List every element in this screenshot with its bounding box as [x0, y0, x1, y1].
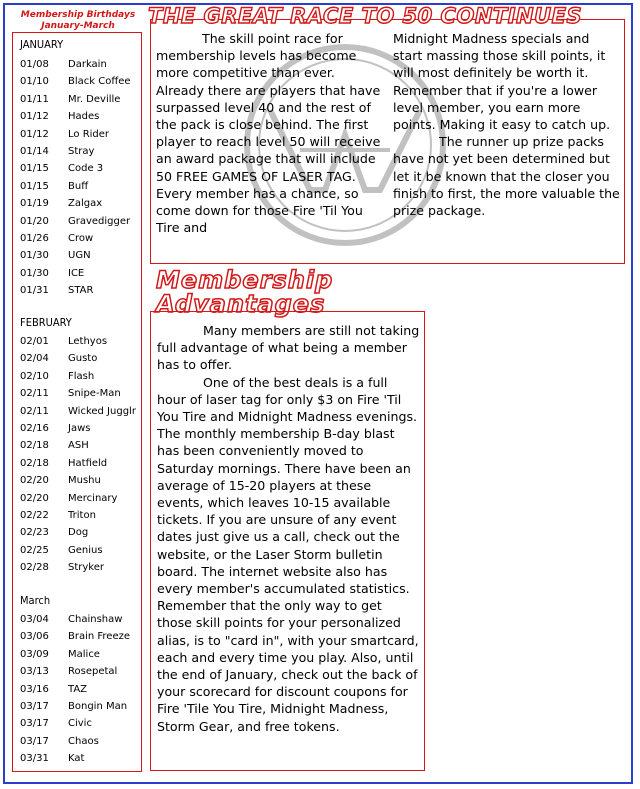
birthday-member-name: ICE [68, 267, 85, 279]
birthday-member-name: Dog [68, 527, 89, 539]
birthday-date: 02/11 [20, 388, 49, 400]
birthday-date: 01/08 [20, 59, 49, 70]
birthdays-header-line2: January-March [41, 21, 115, 31]
birthday-date: 01/14 [20, 146, 49, 157]
birthday-row [20, 611, 122, 628]
birthday-row [20, 56, 107, 73]
birthday-date: 02/16 [20, 423, 49, 434]
birthday-date: 03/31 [20, 753, 49, 765]
birthday-row [20, 213, 130, 230]
article-membership-body [157, 322, 420, 735]
birthday-row [20, 698, 127, 715]
birthday-row [20, 524, 88, 541]
birthday-row [20, 368, 94, 385]
birthday-member-name: Brain Freeze [68, 631, 131, 643]
birthday-date: 01/19 [20, 198, 49, 210]
birthday-date: 03/06 [20, 631, 49, 643]
birthday-member-name: Black Coffee [68, 76, 131, 88]
birthday-member-name: Wicked Jugglr [68, 405, 136, 417]
birthday-row [20, 195, 102, 212]
birthday-member-name: Triton [68, 510, 96, 521]
birthday-member-name: Stryker [68, 562, 104, 574]
birthday-member-name: Mushu [68, 475, 101, 487]
birthday-member-name: Bongin Man [68, 701, 128, 712]
birthday-member-name: TAZ [68, 683, 88, 695]
birthday-date: 01/15 [20, 180, 49, 192]
birthday-date: 02/04 [20, 353, 49, 365]
birthday-member-name: STAR [68, 285, 94, 297]
birthday-row [20, 247, 91, 264]
birthday-date: 03/16 [20, 683, 49, 695]
birthday-row [20, 646, 100, 663]
birthday-date: 01/15 [20, 163, 49, 175]
birthday-row [20, 108, 99, 125]
birthday-row [20, 73, 131, 90]
birthday-date: 01/26 [20, 233, 49, 244]
birthday-date: 03/17 [20, 701, 49, 712]
birthday-row [20, 663, 117, 680]
month-heading: FEBRUARY [20, 316, 72, 329]
birthday-member-name: Crow [68, 233, 94, 244]
birthdays-header [12, 10, 144, 32]
birthday-date: 03/04 [20, 614, 49, 625]
birthday-date: 01/30 [20, 267, 49, 279]
birthday-member-name: UGN [68, 250, 91, 262]
birthday-date: 01/30 [20, 250, 49, 262]
birthday-row [20, 628, 130, 645]
birthday-member-name: Snipe-Man [68, 388, 121, 400]
birthday-member-name: Malice [68, 648, 100, 660]
birthday-row [20, 455, 107, 472]
birthday-member-name: Zalgax [68, 198, 103, 210]
article-great-race-paragraph: Midnight Madness specials and start massing those skill points, it will most definitely be worth it. Remember that if you're a lower level member, you earn more points. Making it easy to catch up. [393, 31, 611, 133]
birthday-date: 01/12 [20, 111, 49, 123]
birthday-member-name: Mercinary [68, 492, 118, 504]
birthday-row [20, 126, 109, 143]
birthday-member-name: Gravedigger [68, 215, 131, 227]
birthday-row [20, 143, 94, 160]
birthday-member-name: Buff [68, 180, 89, 192]
birthday-date: 02/11 [20, 405, 49, 417]
birthday-row [20, 733, 99, 750]
birthday-member-name: Code 3 [68, 163, 104, 175]
birthday-date: 01/12 [20, 128, 49, 140]
birthday-row [20, 490, 117, 507]
birthday-date: 03/13 [20, 666, 49, 678]
birthday-member-name: Jaws [68, 423, 91, 434]
month-heading: JANUARY [20, 38, 64, 51]
birthday-date: 02/28 [20, 562, 49, 574]
birthday-date: 02/23 [20, 527, 49, 539]
birthday-date: 02/18 [20, 457, 49, 469]
birthday-member-name: Gusto [68, 353, 98, 365]
birthday-member-name: Chaos [68, 735, 99, 747]
month-heading: March [20, 594, 51, 607]
birthday-date: 02/25 [20, 544, 49, 556]
article-membership-paragraph: One of the best deals is a full hour of laser tag for only $3 on Fire 'Til You Tire and Midnight Madness evenings. The monthly membership B-day blast has been conveniently moved to Saturday mornings. There have been an average of 15-20 players at these events, which leaves 10-15 available tickets. If you are unsure of any event dates just give us a call, check out the website, or the Laser Storm bulletin board. The internet website also has every member's accumulated statistics. Remember that the only way to get those skill points for your personalized alias, is to "card in", with your smartcard, each and every time you play. Also, until the end of January, check out the back of your scorecard for discount coupons for Fire 'Tile You Tire, Midnight Madness, Storm Gear, and free tokens. [157, 374, 419, 734]
article-great-race-col2 [393, 30, 621, 219]
birthday-row [20, 715, 92, 732]
birthday-row [20, 91, 120, 108]
birthday-date: 02/18 [20, 440, 49, 452]
birthday-row [20, 333, 107, 350]
birthday-row [20, 681, 87, 698]
birthday-member-name: Hatfield [68, 457, 108, 469]
birthday-row [20, 472, 101, 489]
birthday-member-name: Hades [68, 111, 100, 123]
birthday-row [20, 230, 93, 247]
article-membership-title-line2: Advantages [156, 290, 326, 318]
birthday-member-name: Civic [68, 718, 92, 730]
birthday-row [20, 282, 93, 299]
birthday-member-name: Lo Rider [68, 128, 110, 140]
birthday-row [20, 750, 84, 767]
birthday-member-name: Flash [68, 370, 95, 382]
birthday-row [20, 385, 121, 402]
birthday-member-name: Kat [68, 753, 85, 765]
birthday-date: 02/10 [20, 370, 49, 382]
birthday-date: 03/17 [20, 718, 49, 730]
birthday-member-name: Lethyos [68, 336, 108, 347]
birthday-date: 02/20 [20, 475, 49, 487]
birthday-row [20, 559, 104, 576]
birthday-date: 01/20 [20, 215, 49, 227]
birthday-member-name: Mr. Deville [68, 93, 121, 105]
article-membership-title-line1: Membership [156, 266, 334, 294]
birthday-member-name: Stray [68, 146, 95, 157]
birthday-date: 01/10 [20, 76, 49, 88]
birthday-row [20, 403, 136, 420]
birthday-row [20, 507, 96, 524]
article-membership-paragraph: Many members are still not taking full advantage of what being a member has to offer. [157, 323, 420, 373]
birthday-date: 03/17 [20, 735, 49, 747]
birthday-row [20, 178, 88, 195]
birthday-member-name: Darkain [68, 59, 107, 70]
birthday-date: 02/01 [20, 336, 49, 347]
birthday-row [20, 420, 90, 437]
birthday-member-name: ASH [68, 440, 89, 452]
birthday-date: 01/31 [20, 285, 49, 297]
birthday-member-name: Rosepetal [68, 666, 118, 678]
birthday-member-name: Genius [68, 544, 103, 556]
birthday-date: 03/09 [20, 648, 49, 660]
article-great-race-col1 [156, 30, 381, 236]
article-great-race-paragraph: The skill point race for membership levels has become more competitive than ever. Already there are players that have surpassed level 40 and the rest of the pack is close behind. The first player to reach level 50 will receive an award package that will include 50 FREE GAMES OF LASER TAG. Every member has a chance, so come down for those Fire 'Til You Tire and [156, 31, 381, 236]
birthday-row [20, 542, 103, 559]
birthday-member-name: Chainshaw [68, 614, 123, 625]
birthday-row [20, 437, 89, 454]
birthday-date: 01/11 [20, 93, 49, 105]
birthday-row [20, 160, 103, 177]
birthday-row [20, 350, 97, 367]
birthdays-header-line1: Membership Birthdays [20, 10, 136, 20]
birthday-date: 02/20 [20, 492, 49, 504]
article-great-race-paragraph: The runner up prize packs have not yet been determined but let it be known that the closer you finish to first, the more valuable the prize package. [393, 134, 620, 219]
article-great-race-title: THE GREAT RACE TO 50 CONTINUES [148, 4, 583, 28]
birthday-date: 02/22 [20, 510, 49, 521]
birthday-row [20, 265, 84, 282]
